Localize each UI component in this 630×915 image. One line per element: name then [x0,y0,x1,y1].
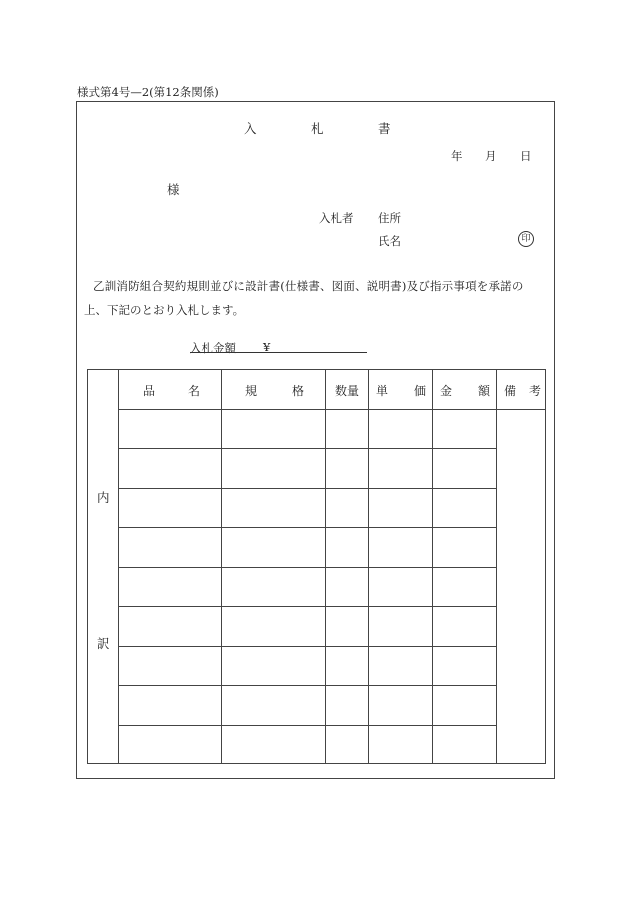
table-row-rule [118,488,496,489]
form-number-label: 様式第4号—2(第12条関係) [77,85,219,99]
header-amount-1: 金 [440,384,453,398]
title-char-1: 入 [244,121,257,136]
title-char-2: 札 [311,121,324,136]
side-label-uchi: 内 [97,490,110,505]
bid-amount-underline [190,352,367,353]
header-spec-1: 規 [245,384,258,398]
header-spec-2: 格 [292,384,305,398]
header-quantity: 数量 [335,384,360,398]
date-month-label: 月 [485,149,497,163]
table-row-rule [118,448,496,449]
table-row-rule [118,685,496,686]
addressee-suffix: 様 [167,182,180,197]
table-divider-col [496,369,497,764]
table-row-rule [118,725,496,726]
bid-amount-label: 入札金額 [190,341,236,355]
side-label-wake: 訳 [97,636,110,651]
table-row-rule [118,567,496,568]
header-item-name-2: 名 [188,384,201,398]
bidder-label: 入札者 [319,211,354,225]
name-label: 氏名 [378,234,401,248]
table-row-rule [118,646,496,647]
seal-mark: 印 [518,231,534,247]
header-remarks-2: 考 [529,384,542,398]
header-amount-2: 額 [478,384,491,398]
date-year-label: 年 [451,149,463,163]
table-row-rule [118,606,496,607]
body-text-line-2: 上、下記のとおり入札します。 [84,303,245,317]
header-item-name-1: 品 [143,384,156,398]
header-unit-price-1: 単 [376,384,389,398]
table-header-rule [118,409,546,410]
body-text-line-1: 乙訓消防組合契約規則並びに設計書(仕様書、図面、説明書)及び指示事項を承諾の [93,279,524,293]
yen-sign: ¥ [263,340,271,354]
header-unit-price-2: 価 [414,384,427,398]
title-char-3: 書 [378,121,391,136]
header-remarks-1: 備 [504,384,517,398]
table-row-rule [118,527,496,528]
date-day-label: 日 [520,149,532,163]
address-label: 住所 [378,211,401,225]
